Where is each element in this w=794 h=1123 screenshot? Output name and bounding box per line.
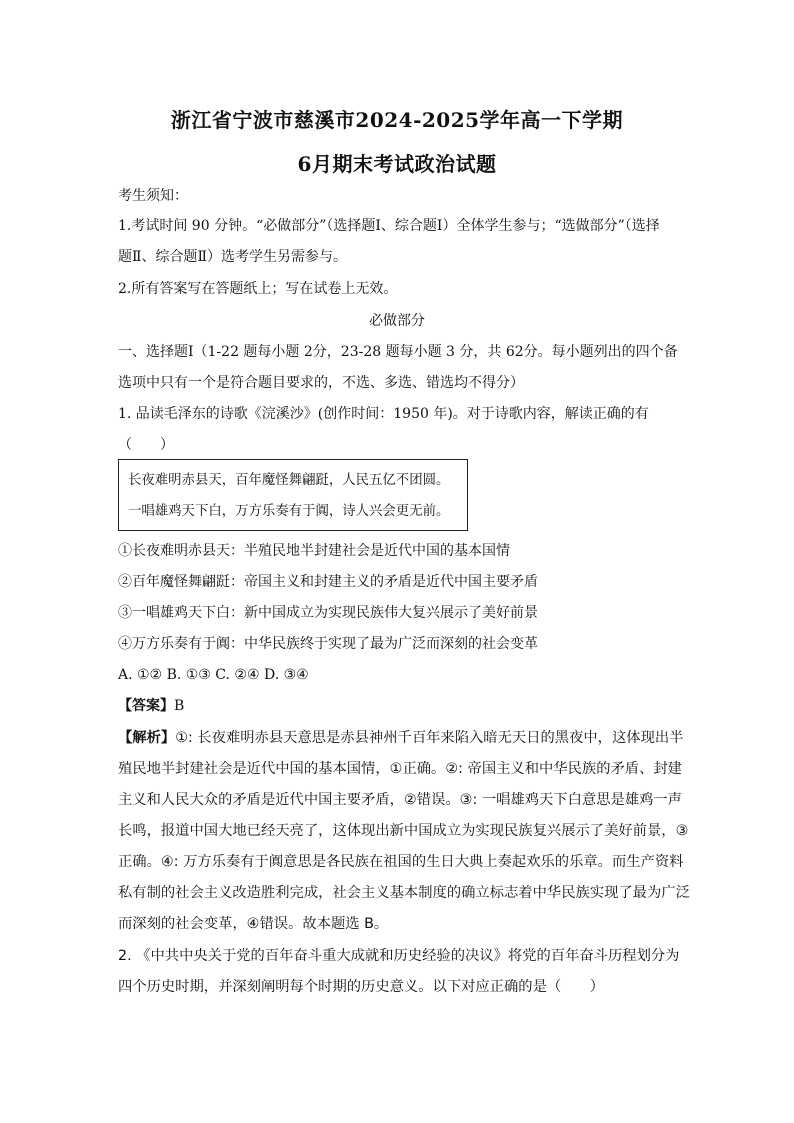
exam-title-line2: 6月期末考试政治试题 [297, 152, 497, 176]
q1-analysis-line1 [118, 728, 683, 748]
q1-analysis-line6: 私有制的社会主义改造胜利完成，社会主义基本制度的确立标志着中华民族实现了最为广泛 [118, 885, 690, 901]
q1-choices: A. ①② B. ①③ C. ②④ D. ③④ [118, 667, 309, 683]
section-heading: 必做部分 [369, 313, 425, 329]
analysis-label: 【解析】 [118, 730, 176, 746]
q2-stem-line2: 四个历史时期，并深刻阐明每个时期的历史意义。以下对应正确的是（ ） [118, 979, 605, 995]
q1-analysis-line3: 主义和人民大众的矛盾是近代中国主要矛盾，②错误。③: 一唱雄鸡天下白意思是雄鸡一声 [118, 792, 682, 808]
answer-value: B [174, 698, 185, 714]
q1-option-4: ④万方乐奏有于阗：中华民族终于实现了最为广泛而深刻的社会变革 [118, 636, 538, 652]
exam-title-line1: 浙江省宁波市慈溪市2024-2025学年高一下学期 [170, 108, 624, 132]
notice-item-2: 2.所有答案写在答题纸上；写在试卷上无效。 [118, 281, 398, 297]
q2-stem-line1: 2. 《中共中央关于党的百年奋斗重大成就和历史经验的决议》将党的百年奋斗历程划分为 [118, 948, 680, 964]
answer-label: 【答案】 [118, 698, 174, 714]
section-intro-line1: 一、选择题Ⅰ（1-22 题每小题 2分，23-28 题每小题 3 分，共 62分。每小题列出的四个备 [118, 344, 678, 360]
q1-stem-line2: （ ） [118, 437, 174, 453]
q1-option-1: ①长夜难明赤县天：半殖民地半封建社会是近代中国的基本国情 [118, 543, 510, 559]
notice-item-1-line1: 1.考试时间 90 分钟。“必做部分”（选择题Ⅰ、综合题Ⅰ）全体学生参与；“选做部分”（选择 [118, 218, 660, 234]
notice-item-1-line2: 题Ⅱ、综合题Ⅱ）选考学生另需参与。 [118, 249, 348, 265]
q1-option-2: ②百年魔怪舞翩跹：帝国主义和封建主义的矛盾是近代中国主要矛盾 [118, 574, 538, 590]
q1-analysis-line2: 殖民地半封建社会是近代中国的基本国情，①正确。②: 帝国主义和中华民族的矛盾、封建 [118, 761, 682, 777]
section-intro-line2: 选项中只有一个是符合题目要求的，不选、多选、错选均不得分） [118, 375, 524, 391]
q1-stem-line1: 1. 品读毛泽东的诗歌《浣溪沙》(创作时间：1950 年)。对于诗歌内容，解读正确的有 [118, 406, 649, 422]
q1-analysis-line5: 正确。④: 万方乐奏有于阗意思是各民族在祖国的生日大典上奏起欢乐的乐章。而生产资料 [118, 854, 684, 870]
q1-poem-line2: 一唱雄鸡天下白，万方乐奏有于阗，诗人兴会更无前。 [128, 504, 450, 519]
q1-poem-box [118, 459, 468, 531]
q1-analysis-line7: 而深刻的社会变革，④错误。故本题选 B。 [118, 916, 389, 932]
q1-poem-line1: 长夜难明赤县天，百年魔怪舞翩跹，人民五亿不团圆。 [128, 473, 450, 488]
analysis-text-1: ①: 长夜难明赤县天意思是赤县神州千百年来陷入暗无天日的黑夜中，这体现出半 [175, 730, 684, 746]
notice-heading: 考生须知： [118, 188, 188, 204]
q1-analysis-line4: 长鸣，报道中国大地已经天亮了，这体现出新中国成立为实现民族复兴展示了美好前景，③ [118, 823, 689, 839]
q1-answer [118, 696, 184, 716]
q1-option-3: ③一唱雄鸡天下白：新中国成立为实现民族伟大复兴展示了美好前景 [118, 605, 538, 621]
